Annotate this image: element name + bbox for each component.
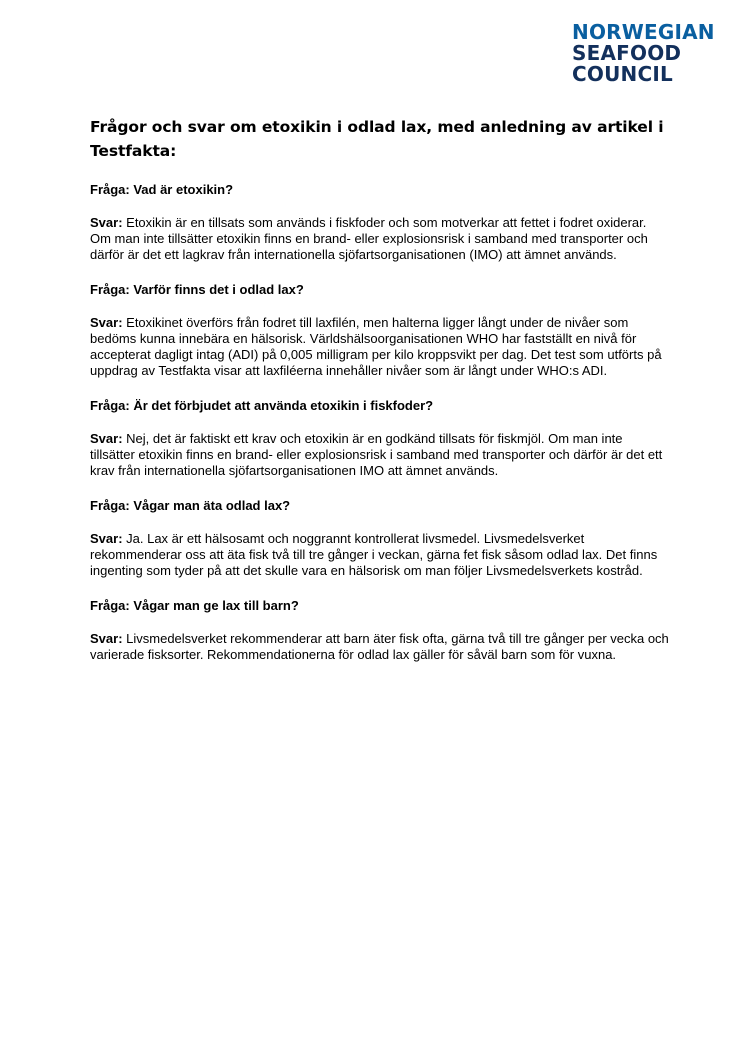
answer-lead: Svar: bbox=[90, 315, 123, 330]
qa-item bbox=[90, 498, 670, 579]
question: Fråga: Vågar man äta odlad lax? bbox=[90, 498, 291, 513]
answer bbox=[90, 631, 670, 663]
question: Fråga: Vad är etoxikin? bbox=[90, 182, 234, 197]
norwegian-seafood-council-logo bbox=[572, 22, 732, 85]
question: Fråga: Vågar man ge lax till barn? bbox=[90, 598, 299, 613]
qa-item bbox=[90, 282, 670, 379]
answer-lead: Svar: bbox=[90, 631, 123, 646]
answer-text: Etoxikinet överförs från fodret till laxfilén, men halterna ligger långt under de nivåer som bedöms kunna innebära en hälsorisk. Världshälsoorganisationen WHO har fastställt en nivå för accepterat dagligt intag (ADI) på 0,005 milligram per kilo kroppsvikt per dag. Det test som utförts på uppdrag av Testfakta visar att laxfiléerna innehåller nivåer som är långt under WHO:s ADI. bbox=[90, 315, 662, 378]
logo-line-1: NORWEGIAN bbox=[572, 20, 715, 44]
answer-text: Ja. Lax är ett hälsosamt och noggrannt kontrollerat livsmedel. Livsmedelsverket rekommenderar oss att äta fisk två till tre gånger i veckan, gärna fet fisk såsom odlad lax. Det finns ingenting som tyder på att det skulle vara en hälsorisk om man följer Livsmedelsverkets kostråd. bbox=[90, 531, 658, 578]
qa-item bbox=[90, 182, 670, 263]
question: Fråga: Varför finns det i odlad lax? bbox=[90, 282, 304, 297]
document-body bbox=[90, 115, 670, 682]
answer-lead: Svar: bbox=[90, 431, 123, 446]
logo-line-3: COUNCIL bbox=[572, 62, 673, 86]
qa-item bbox=[90, 398, 670, 479]
answer bbox=[90, 431, 670, 479]
answer-text: Etoxikin är en tillsats som används i fiskfoder och som motverkar att fettet i fodret oxiderar. Om man inte tillsätter etoxikin finns en brand- eller explosionsrisk i samband med transporter och därför är det ett lagkrav från internationella sjöfartsorganisationen (IMO) att ämnet används. bbox=[90, 215, 648, 262]
qa-item bbox=[90, 598, 670, 663]
answer bbox=[90, 315, 670, 379]
answer-lead: Svar: bbox=[90, 531, 123, 546]
answer-text: Livsmedelsverket rekommenderar att barn äter fisk ofta, gärna två till tre gånger per vecka och varierade fisksorter. Rekommendationerna för odlad lax gäller för såväl barn som för vuxna. bbox=[90, 631, 669, 662]
answer bbox=[90, 531, 670, 579]
logo-line-2: SEAFOOD bbox=[572, 41, 682, 65]
question: Fråga: Är det förbjudet att använda etoxikin i fiskfoder? bbox=[90, 398, 434, 413]
answer bbox=[90, 215, 670, 263]
answer-text: Nej, det är faktiskt ett krav och etoxikin är en godkänd tillsats för fiskmjöl. Om man inte tillsätter etoxikin finns en brand- eller explosionsrisk i samband med transporter och därför är det ett krav från internationella sjöfartsorganisationen IMO att ämnet används. bbox=[90, 431, 663, 478]
document-title: Frågor och svar om etoxikin i odlad lax, med anledning av artikel i Testfakta: bbox=[90, 118, 664, 160]
answer-lead: Svar: bbox=[90, 215, 123, 230]
